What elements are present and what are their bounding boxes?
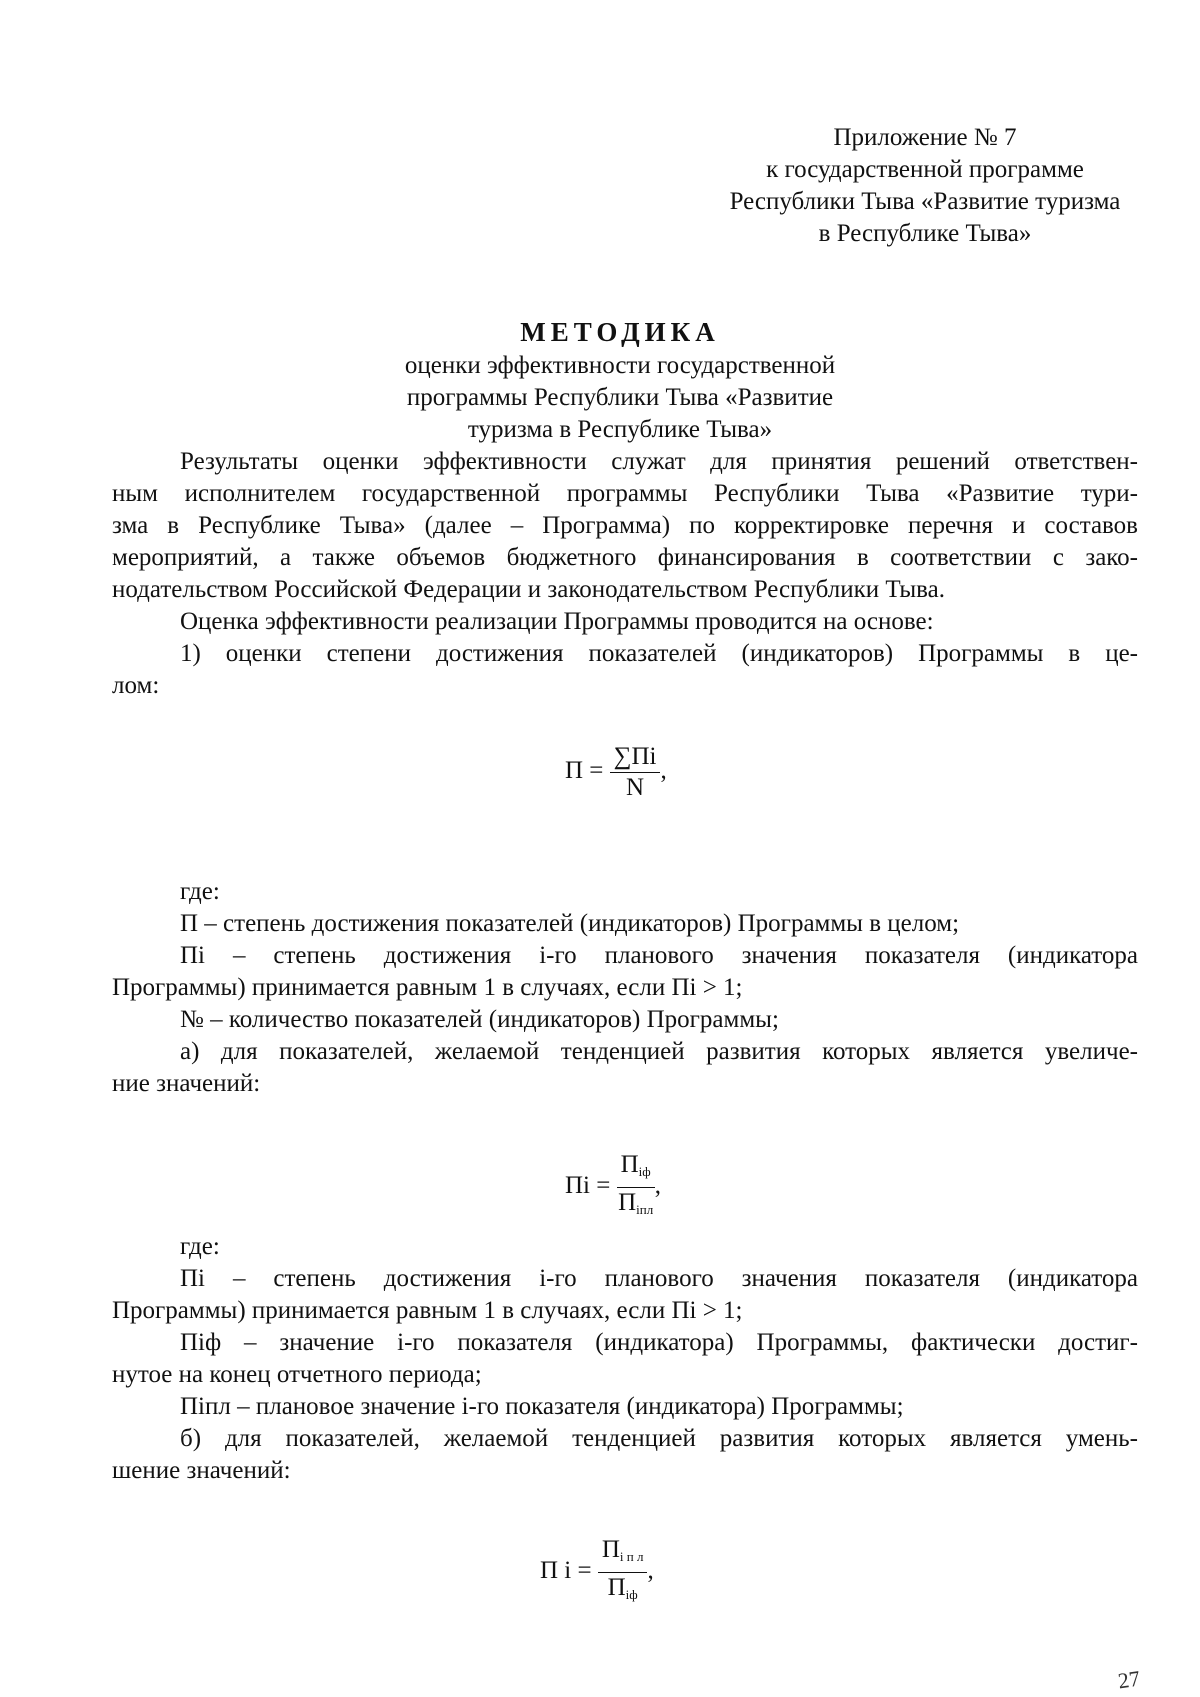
text-line: где: — [180, 1233, 220, 1260]
text-line: № – количество показателей (индикаторов) Программы; — [180, 1006, 779, 1033]
document-title — [300, 316, 940, 446]
annex-line: в Республике Тыва» — [818, 220, 1032, 247]
definitions-increase — [112, 1231, 1138, 1487]
text-line: Пiф – значение i-го показателя (индикатора) Программы, фактически достиг- — [180, 1329, 1138, 1356]
annex-header — [690, 122, 1160, 250]
text-line: Программы) принимается равным 1 в случаях, если Пi > 1; — [112, 974, 743, 1001]
formula-fraction — [610, 742, 661, 803]
annex-line: Приложение № 7 — [833, 124, 1017, 151]
text-line: ным исполнителем государственной программы Республики Тыва «Развитие тури- — [112, 480, 1138, 507]
text-line: Пi – степень достижения i-го планового значения показателя (индикатора — [180, 1265, 1138, 1292]
text-line: Пi – степень достижения i-го планового значения показателя (индикатора — [180, 942, 1138, 969]
formula-lhs: П = — [565, 757, 604, 785]
definitions-overall — [112, 876, 1138, 1100]
formula-lhs: П i = — [540, 1557, 592, 1585]
formula-denominator: N — [626, 774, 645, 801]
intro-section — [112, 446, 1138, 702]
formula-increase — [565, 1150, 661, 1225]
annex-line: к государственной программе — [766, 156, 1084, 183]
text-line: нодательством Российской Федерации и законодательством Республики Тыва. — [112, 576, 946, 603]
formula-tail: , — [654, 1172, 661, 1200]
text-line: мероприятий, а также объемов бюджетного финансирования в соответствии с зако- — [112, 544, 1138, 571]
formula-numerator: ∑Пi — [610, 742, 661, 773]
page-number: 27 — [1116, 1665, 1142, 1694]
text-line: зма в Республике Тыва» (далее – Программа) по корректировке перечня и составов — [112, 512, 1138, 539]
text-line: где: — [180, 878, 220, 905]
formula-tail: , — [647, 1557, 654, 1585]
formula-denominator: $П_{iф}$ — [607, 1574, 638, 1602]
subtitle-line: программы Республики Тыва «Развитие — [406, 384, 834, 411]
title-main: МЕТОДИКА — [520, 317, 720, 347]
formula-lhs: Пi = — [565, 1172, 611, 1200]
subtitle-line: оценки эффективности государственной — [404, 352, 836, 379]
formula-decrease — [540, 1535, 654, 1610]
formula-overall — [565, 742, 667, 803]
annex-line: Республики Тыва «Развитие туризма — [729, 188, 1121, 215]
text-line: лом: — [112, 672, 160, 699]
formula-numerator: $П_{iф}$ — [617, 1150, 655, 1188]
formula-numerator: $П_{i п л}$ — [598, 1535, 648, 1573]
text-line: а) для показателей, желаемой тенденцией развития которых является увеличе- — [180, 1038, 1138, 1065]
formula-tail: , — [660, 757, 667, 785]
text-line: Оценка эффективности реализации Программы проводится на основе: — [180, 608, 934, 635]
text-line: нутое на конец отчетного периода; — [112, 1361, 482, 1388]
text-line: ние значений: — [112, 1070, 261, 1097]
text-line: б) для показателей, желаемой тенденцией развития которых является умень- — [180, 1425, 1138, 1452]
formula-denominator: $П_{iпл}$ — [618, 1189, 654, 1217]
formula-fraction — [598, 1535, 648, 1610]
text-line: шение значений: — [112, 1457, 291, 1484]
title-subtitle — [300, 350, 940, 446]
subtitle-line: туризма в Республике Тыва» — [467, 416, 773, 443]
text-line: 1) оценки степени достижения показателей (индикаторов) Программы в це- — [180, 640, 1138, 667]
formula-fraction — [617, 1150, 655, 1225]
text-line: Результаты оценки эффективности служат для принятия решений ответствен- — [180, 448, 1138, 475]
text-line: Пiпл – плановое значение i-го показателя (индикатора) Программы; — [180, 1393, 904, 1420]
text-line: Программы) принимается равным 1 в случаях, если Пi > 1; — [112, 1297, 743, 1324]
text-line: П – степень достижения показателей (индикаторов) Программы в целом; — [180, 910, 960, 937]
